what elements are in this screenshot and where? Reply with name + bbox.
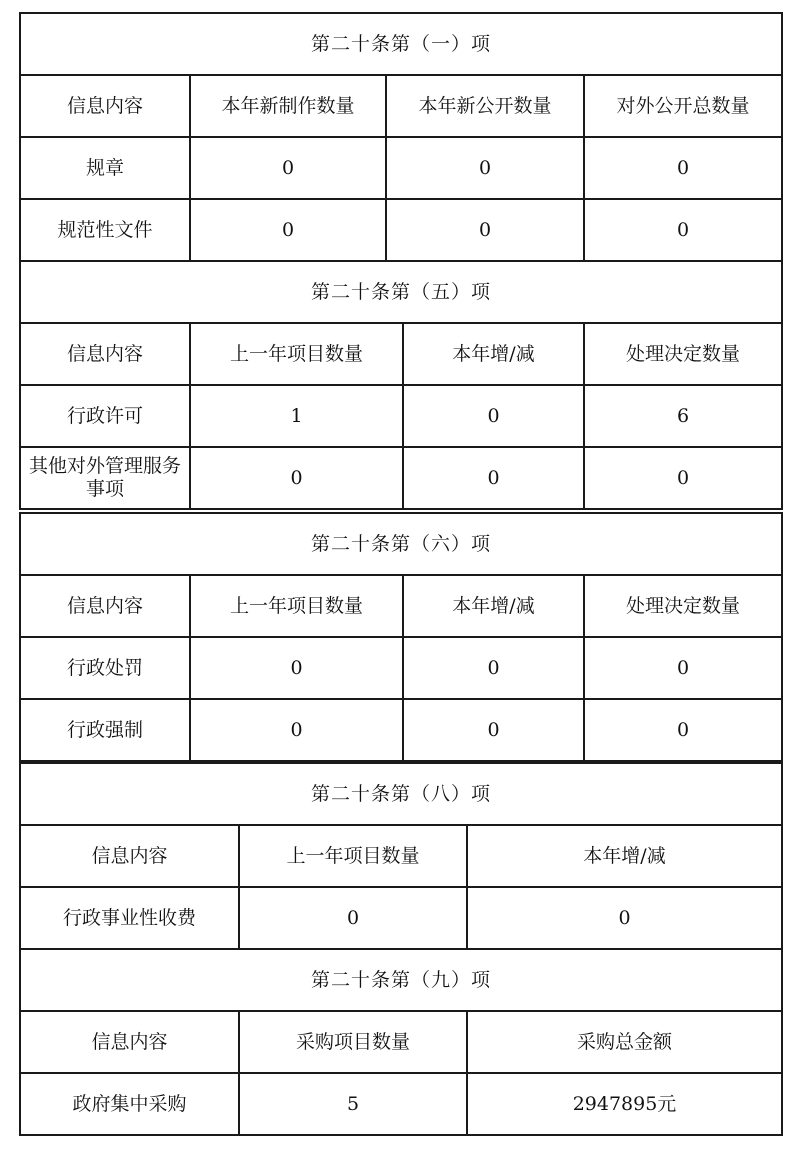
cell-value: 0 (190, 699, 403, 761)
table-row (20, 699, 782, 761)
header-row (20, 323, 782, 385)
header-row (20, 1011, 782, 1073)
cell-value: 0 (584, 699, 782, 761)
table-row (20, 385, 782, 447)
row-label: 其他对外管理服务事项 (20, 447, 190, 509)
cell-value: 5 (239, 1073, 467, 1135)
cell-value: 0 (190, 137, 386, 199)
header-cell: 上一年项目数量 (190, 575, 403, 637)
section-table-article-20-item-6 (19, 512, 783, 762)
header-cell: 处理决定数量 (584, 323, 782, 385)
section-title-row (20, 261, 782, 323)
row-label: 规章 (20, 137, 190, 199)
section-title: 第二十条第（五）项 (20, 261, 782, 323)
header-cell: 信息内容 (20, 1011, 239, 1073)
cell-value: 0 (584, 137, 782, 199)
cell-value: 0 (190, 447, 403, 509)
cell-value: 2947895元 (467, 1073, 782, 1135)
table-row (20, 137, 782, 199)
table-row (20, 447, 782, 509)
header-cell: 采购项目数量 (239, 1011, 467, 1073)
table-row (20, 1073, 782, 1135)
row-label: 行政处罚 (20, 637, 190, 699)
section-title-row (20, 513, 782, 575)
section-title-row (20, 949, 782, 1011)
header-cell: 上一年项目数量 (190, 323, 403, 385)
row-label: 规范性文件 (20, 199, 190, 261)
cell-value: 0 (190, 637, 403, 699)
header-cell: 本年新制作数量 (190, 75, 386, 137)
header-cell: 信息内容 (20, 323, 190, 385)
header-cell: 采购总金额 (467, 1011, 782, 1073)
section-table-article-20-item-5 (19, 260, 783, 510)
cell-value: 1 (190, 385, 403, 447)
cell-value: 0 (403, 699, 584, 761)
section-title-row (20, 763, 782, 825)
header-cell: 上一年项目数量 (239, 825, 467, 887)
cell-value: 0 (403, 637, 584, 699)
cell-value: 0 (584, 637, 782, 699)
cell-value: 0 (584, 199, 782, 261)
section-title: 第二十条第（六）项 (20, 513, 782, 575)
header-cell: 信息内容 (20, 825, 239, 887)
header-row (20, 575, 782, 637)
cell-value: 0 (403, 385, 584, 447)
cell-value: 0 (467, 887, 782, 949)
header-cell: 本年增/减 (403, 575, 584, 637)
cell-value: 0 (386, 137, 584, 199)
section-title-row (20, 13, 782, 75)
cell-value: 6 (584, 385, 782, 447)
cell-value: 0 (190, 199, 386, 261)
table-row (20, 887, 782, 949)
header-cell: 处理决定数量 (584, 575, 782, 637)
header-cell: 信息内容 (20, 575, 190, 637)
section-title: 第二十条第（一）项 (20, 13, 782, 75)
row-label: 政府集中采购 (20, 1073, 239, 1135)
header-cell: 本年新公开数量 (386, 75, 584, 137)
cell-value: 0 (584, 447, 782, 509)
cell-value: 0 (239, 887, 467, 949)
section-table-article-20-item-9 (19, 948, 783, 1136)
row-label: 行政事业性收费 (20, 887, 239, 949)
section-title: 第二十条第（九）项 (20, 949, 782, 1011)
section-table-article-20-item-1 (19, 12, 783, 262)
row-label: 行政许可 (20, 385, 190, 447)
row-label: 行政强制 (20, 699, 190, 761)
header-cell: 对外公开总数量 (584, 75, 782, 137)
cell-value: 0 (403, 447, 584, 509)
cell-value: 0 (386, 199, 584, 261)
header-row (20, 825, 782, 887)
section-table-article-20-item-8 (19, 762, 783, 950)
header-row (20, 75, 782, 137)
header-cell: 信息内容 (20, 75, 190, 137)
table-row (20, 637, 782, 699)
table-row (20, 199, 782, 261)
section-title: 第二十条第（八）项 (20, 763, 782, 825)
header-cell: 本年增/减 (467, 825, 782, 887)
header-cell: 本年增/减 (403, 323, 584, 385)
